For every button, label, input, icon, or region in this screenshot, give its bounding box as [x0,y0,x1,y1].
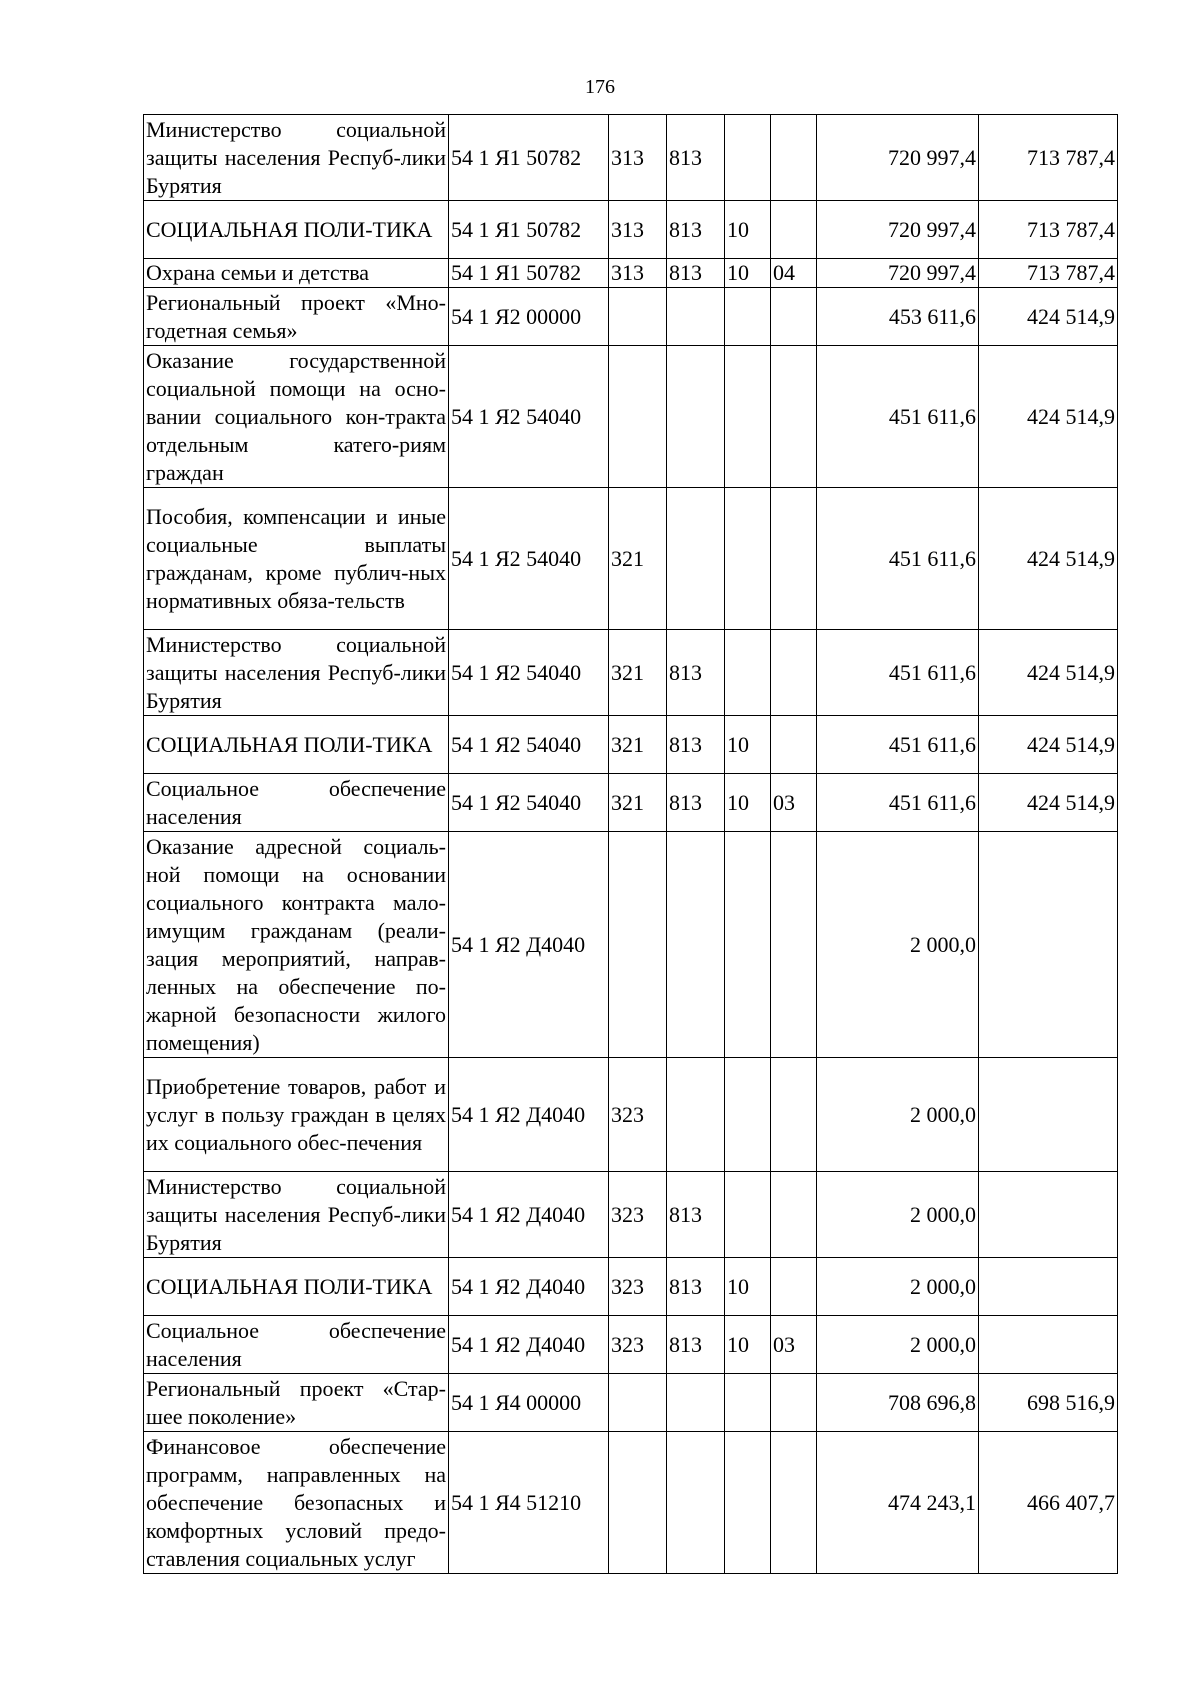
subsection-cell: 03 [771,1316,817,1374]
expense-type-cell: 323 [609,1316,667,1374]
amount-year2-cell: 424 514,9 [979,488,1118,630]
row-name-cell: Финансовое обеспечение программ, направленных на обеспечение безопасных и комфортных условий предо-ставления социальных услуг [144,1432,449,1574]
ministry-code-cell: 813 [667,774,725,832]
target-article-cell: 54 1 Я2 Д4040 [449,1172,609,1258]
section-cell [725,115,771,201]
ministry-code-cell [667,1374,725,1432]
amount-year2-cell [979,1316,1118,1374]
ministry-code-cell: 813 [667,115,725,201]
table-row [144,774,1118,832]
section-cell [725,1172,771,1258]
row-name-cell: Охрана семьи и детства [144,259,449,288]
table-row [144,115,1118,201]
amount-year2-cell [979,1258,1118,1316]
subsection-cell [771,1374,817,1432]
table-row [144,1432,1118,1574]
expense-type-cell [609,288,667,346]
amount-year1-cell: 451 611,6 [817,774,979,832]
section-cell: 10 [725,259,771,288]
table-row [144,716,1118,774]
amount-year2-cell [979,832,1118,1058]
row-name-cell: СОЦИАЛЬНАЯ ПОЛИ-ТИКА [144,716,449,774]
amount-year2-cell: 713 787,4 [979,259,1118,288]
amount-year1-cell: 451 611,6 [817,630,979,716]
amount-year1-cell: 2 000,0 [817,832,979,1058]
expense-type-cell [609,1374,667,1432]
subsection-cell [771,630,817,716]
subsection-cell [771,1258,817,1316]
expense-type-cell [609,346,667,488]
subsection-cell [771,716,817,774]
target-article-cell: 54 1 Я2 54040 [449,630,609,716]
expense-type-cell: 313 [609,201,667,259]
expense-type-cell: 323 [609,1058,667,1172]
row-name-cell: Оказание адресной социаль-ной помощи на основании социального контракта мало-имущим гражданам (реали-зация мероприятий, направ-ленных на обеспечение по-жарной безопасности жилого помещения) [144,832,449,1058]
subsection-cell [771,288,817,346]
amount-year1-cell: 2 000,0 [817,1058,979,1172]
target-article-cell: 54 1 Я2 54040 [449,774,609,832]
section-cell [725,1432,771,1574]
amount-year2-cell [979,1058,1118,1172]
table-row [144,259,1118,288]
row-name-cell: Министерство социальной защиты населения Респуб-лики Бурятия [144,630,449,716]
target-article-cell: 54 1 Я2 Д4040 [449,832,609,1058]
table-row [144,832,1118,1058]
row-name-cell: Приобретение товаров, работ и услуг в пользу граждан в целях их социального обес-печения [144,1058,449,1172]
section-cell: 10 [725,1316,771,1374]
amount-year1-cell: 451 611,6 [817,716,979,774]
section-cell [725,1374,771,1432]
amount-year1-cell: 2 000,0 [817,1258,979,1316]
amount-year2-cell: 424 514,9 [979,630,1118,716]
target-article-cell: 54 1 Я2 54040 [449,488,609,630]
table-row [144,1316,1118,1374]
target-article-cell: 54 1 Я4 51210 [449,1432,609,1574]
table-row [144,488,1118,630]
amount-year2-cell [979,1172,1118,1258]
table-row [144,288,1118,346]
expense-type-cell: 321 [609,630,667,716]
target-article-cell: 54 1 Я1 50782 [449,115,609,201]
ministry-code-cell: 813 [667,259,725,288]
expense-type-cell: 313 [609,259,667,288]
ministry-code-cell: 813 [667,1258,725,1316]
table-row [144,1374,1118,1432]
amount-year1-cell: 453 611,6 [817,288,979,346]
amount-year1-cell: 2 000,0 [817,1172,979,1258]
target-article-cell: 54 1 Я1 50782 [449,259,609,288]
expense-type-cell: 313 [609,115,667,201]
subsection-cell: 04 [771,259,817,288]
ministry-code-cell: 813 [667,1172,725,1258]
subsection-cell: 03 [771,774,817,832]
table-row [144,1172,1118,1258]
table-row [144,1258,1118,1316]
subsection-cell [771,832,817,1058]
expense-type-cell: 321 [609,716,667,774]
subsection-cell [771,201,817,259]
row-name-cell: СОЦИАЛЬНАЯ ПОЛИ-ТИКА [144,201,449,259]
section-cell [725,832,771,1058]
expense-type-cell: 323 [609,1258,667,1316]
ministry-code-cell [667,288,725,346]
section-cell [725,630,771,716]
subsection-cell [771,488,817,630]
amount-year1-cell: 720 997,4 [817,115,979,201]
subsection-cell [771,115,817,201]
row-name-cell: Региональный проект «Стар-шее поколение» [144,1374,449,1432]
section-cell: 10 [725,201,771,259]
row-name-cell: СОЦИАЛЬНАЯ ПОЛИ-ТИКА [144,1258,449,1316]
ministry-code-cell: 813 [667,201,725,259]
amount-year1-cell: 474 243,1 [817,1432,979,1574]
ministry-code-cell: 813 [667,1316,725,1374]
amount-year1-cell: 451 611,6 [817,346,979,488]
target-article-cell: 54 1 Я2 54040 [449,346,609,488]
section-cell [725,288,771,346]
row-name-cell: Оказание государственной социальной помощи на осно-вании социального кон-тракта отдельным катего-риям граждан [144,346,449,488]
target-article-cell: 54 1 Я2 Д4040 [449,1258,609,1316]
section-cell [725,488,771,630]
expense-type-cell: 323 [609,1172,667,1258]
table-row [144,346,1118,488]
section-cell: 10 [725,716,771,774]
section-cell [725,346,771,488]
row-name-cell: Социальное обеспечение населения [144,774,449,832]
section-cell: 10 [725,774,771,832]
amount-year2-cell: 424 514,9 [979,288,1118,346]
subsection-cell [771,1432,817,1574]
section-cell [725,1058,771,1172]
row-name-cell: Пособия, компенсации и иные социальные выплаты гражданам, кроме публич-ных нормативных обяза-тельств [144,488,449,630]
amount-year2-cell: 713 787,4 [979,115,1118,201]
subsection-cell [771,1058,817,1172]
expense-type-cell [609,832,667,1058]
row-name-cell: Социальное обеспечение населения [144,1316,449,1374]
amount-year1-cell: 720 997,4 [817,201,979,259]
row-name-cell: Региональный проект «Мно-годетная семья» [144,288,449,346]
target-article-cell: 54 1 Я2 Д4040 [449,1316,609,1374]
target-article-cell: 54 1 Я2 00000 [449,288,609,346]
amount-year2-cell: 424 514,9 [979,716,1118,774]
ministry-code-cell [667,832,725,1058]
table-row [144,201,1118,259]
amount-year1-cell: 2 000,0 [817,1316,979,1374]
row-name-cell: Министерство социальной защиты населения Респуб-лики Бурятия [144,115,449,201]
target-article-cell: 54 1 Я1 50782 [449,201,609,259]
section-cell: 10 [725,1258,771,1316]
target-article-cell: 54 1 Я2 Д4040 [449,1058,609,1172]
expense-type-cell: 321 [609,774,667,832]
ministry-code-cell [667,346,725,488]
row-name-cell: Министерство социальной защиты населения Респуб-лики Бурятия [144,1172,449,1258]
budget-table [143,114,1118,1574]
page-number: 176 [585,76,615,98]
amount-year2-cell: 424 514,9 [979,774,1118,832]
ministry-code-cell [667,488,725,630]
target-article-cell: 54 1 Я4 00000 [449,1374,609,1432]
amount-year2-cell: 424 514,9 [979,346,1118,488]
amount-year2-cell: 698 516,9 [979,1374,1118,1432]
expense-type-cell [609,1432,667,1574]
ministry-code-cell [667,1432,725,1574]
table-row [144,630,1118,716]
amount-year1-cell: 720 997,4 [817,259,979,288]
amount-year1-cell: 708 696,8 [817,1374,979,1432]
amount-year2-cell: 466 407,7 [979,1432,1118,1574]
amount-year1-cell: 451 611,6 [817,488,979,630]
subsection-cell [771,1172,817,1258]
ministry-code-cell: 813 [667,716,725,774]
subsection-cell [771,346,817,488]
ministry-code-cell [667,1058,725,1172]
expense-type-cell: 321 [609,488,667,630]
table-row [144,1058,1118,1172]
target-article-cell: 54 1 Я2 54040 [449,716,609,774]
ministry-code-cell: 813 [667,630,725,716]
amount-year2-cell: 713 787,4 [979,201,1118,259]
